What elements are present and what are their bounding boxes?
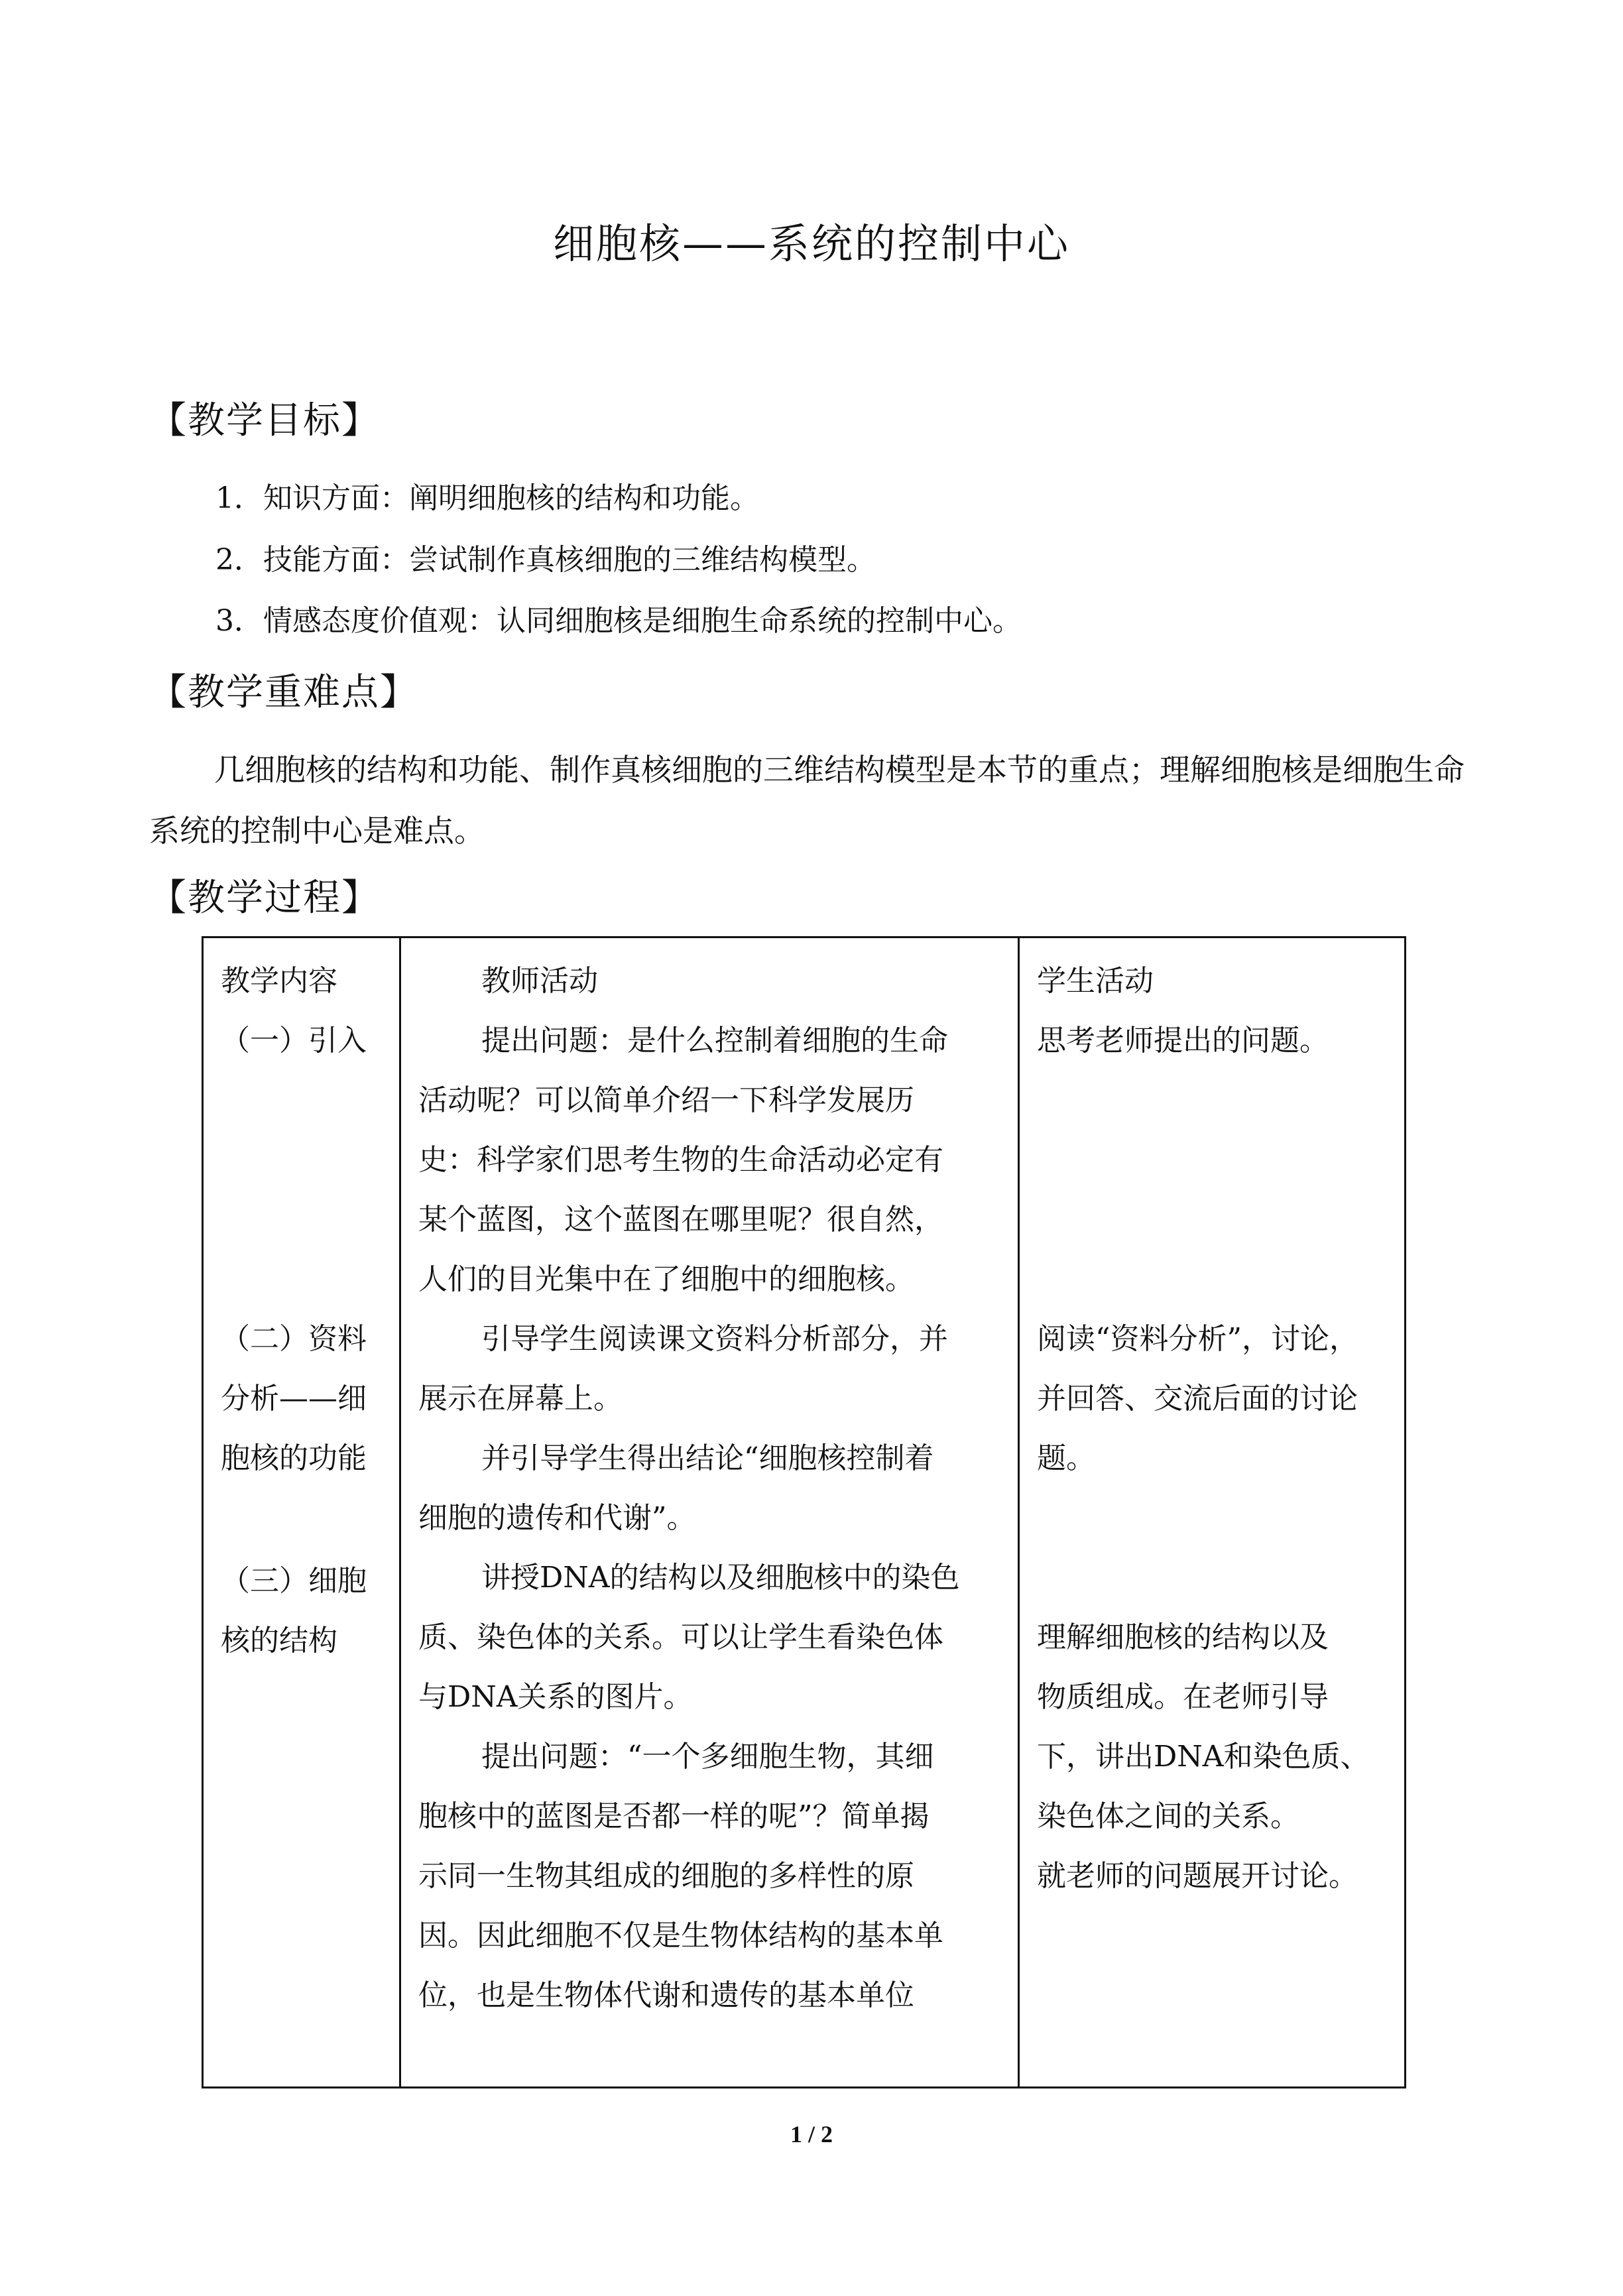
- header-student: 学生活动: [1037, 964, 1154, 998]
- teacher-line: 因。因此细胞不仅是生物体结构的基本单: [418, 1919, 943, 1953]
- teacher-line: 质、染色体的关系。可以让学生看染色体: [418, 1620, 943, 1654]
- student-line: 题。: [1037, 1441, 1095, 1475]
- header-content: 教学内容: [221, 964, 337, 998]
- objective-item: 2．技能方面：尝试制作真核细胞的三维结构模型。: [215, 543, 876, 577]
- teacher-line: 活动呢？可以简单介绍一下科学发展历: [418, 1083, 914, 1117]
- content-column: [203, 937, 400, 2088]
- student-line: 思考老师提出的问题。: [1037, 1024, 1329, 1057]
- objective-item: 1．知识方面：阐明细胞核的结构和功能。: [215, 481, 759, 515]
- teacher-line: 胞核中的蓝图是否都一样的呢”？简单揭: [418, 1799, 930, 1833]
- teacher-line: 位，也是生物体代谢和遗传的基本单位: [418, 1978, 914, 2012]
- student-line: 下，讲出DNA和染色质、: [1037, 1740, 1370, 1774]
- student-line: 阅读“资料分析”，讨论，: [1037, 1322, 1358, 1356]
- teacher-column: [400, 937, 1019, 2088]
- stage-label: 胞核的功能: [221, 1441, 367, 1475]
- header-teacher: 教师活动: [481, 964, 598, 998]
- objectives-heading: 【教学目标】: [149, 399, 380, 442]
- teacher-line: 某个蓝图，这个蓝图在哪里呢？很自然，: [418, 1203, 943, 1237]
- teacher-line: 引导学生阅读课文资料分析部分，并: [481, 1322, 948, 1356]
- teacher-line: 提出问题：“一个多细胞生物，其细: [481, 1740, 934, 1774]
- stage-label: 核的结构: [221, 1624, 337, 1658]
- process-heading: 【教学过程】: [149, 876, 380, 920]
- teacher-line: 史：科学家们思考生物的生命活动必定有: [418, 1143, 943, 1177]
- student-line: 并回答、交流后面的讨论: [1037, 1382, 1358, 1416]
- stage-label: 分析——细: [221, 1382, 367, 1416]
- page-title: 细胞核——系统的控制中心: [552, 219, 1070, 268]
- objective-item: 3．情感态度价值观：认同细胞核是细胞生命系统的控制中心。: [215, 604, 1022, 638]
- teacher-line: 示同一生物其组成的细胞的多样性的原: [418, 1859, 914, 1893]
- teacher-line: 细胞的遗传和代谢”。: [418, 1501, 696, 1535]
- key-points-heading: 【教学重难点】: [149, 671, 418, 714]
- teacher-line: 与DNA关系的图片。: [418, 1680, 693, 1714]
- student-line: 物质组成。在老师引导: [1037, 1680, 1329, 1714]
- teacher-line: 讲授DNA的结构以及细胞核中的染色: [481, 1561, 960, 1595]
- student-line: 就老师的问题展开讨论。: [1037, 1859, 1358, 1893]
- stage-label: （三）细胞: [221, 1564, 367, 1598]
- student-line: 理解细胞核的结构以及: [1037, 1620, 1329, 1654]
- page-number: 1 / 2: [790, 2121, 833, 2147]
- stage-label: （一）引入: [221, 1024, 367, 1057]
- student-line: 染色体之间的关系。: [1037, 1799, 1299, 1833]
- stage-label: （二）资料: [221, 1322, 367, 1356]
- process-table: [202, 936, 1406, 2088]
- teacher-line: 人们的目光集中在了细胞中的细胞核。: [418, 1262, 914, 1296]
- student-column: [1019, 937, 1406, 2088]
- teacher-line: 提出问题：是什么控制着细胞的生命: [481, 1024, 948, 1057]
- teacher-line: 展示在屏幕上。: [418, 1382, 623, 1416]
- teacher-line: 并引导学生得出结论“细胞核控制着: [481, 1441, 934, 1475]
- key-points-paragraph: 几细胞核的结构和功能、制作真核细胞的三维结构模型是本节的重点；理解细胞核是细胞生命系统的控制中心是难点。: [149, 752, 1465, 849]
